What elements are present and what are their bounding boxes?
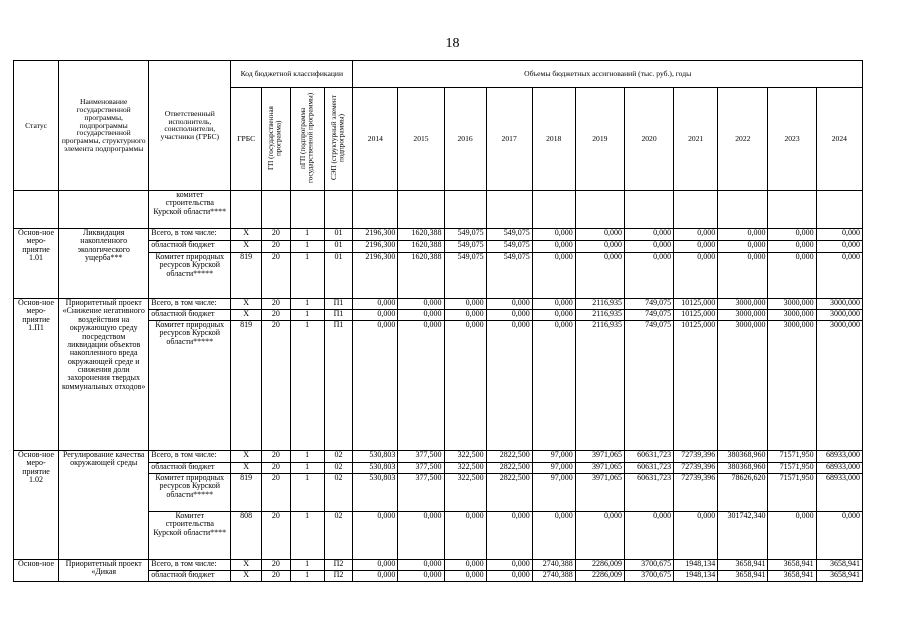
value-cell: 71571,950 [768,473,816,511]
value-cell: 1620,388 [398,228,444,240]
pgp-cell: 1 [290,252,324,298]
value-cell: 0,000 [816,240,862,252]
continuation-row [14,190,863,228]
value-cell: 0,000 [718,228,768,240]
executor-cell: Всего, в том числе: [149,559,231,570]
value-cell: 0,000 [353,559,398,570]
value-cell: 0,000 [718,252,768,298]
value-cell: 60631,723 [624,473,673,511]
value-cell: 0,000 [353,298,398,309]
value-cell: 0,000 [816,252,862,298]
value-cell: 2822,500 [486,462,532,473]
value-cell: 530,803 [353,462,398,473]
value-cell: 3971,065 [575,462,624,473]
value-cell: 0,000 [444,309,486,320]
header-status: Статус [14,61,59,191]
header-year: 2016 [444,88,486,191]
header-year: 2018 [532,88,575,191]
executor-cell: Комитет строительства Курской области**** [149,511,231,559]
value-cell: 1620,388 [398,252,444,298]
value-cell: 0,000 [398,511,444,559]
value-cell: 0,000 [816,228,862,240]
pgp-cell: 1 [290,450,324,462]
pgp-cell: 1 [290,298,324,309]
value-cell: 380368,960 [718,462,768,473]
table-row [14,450,863,462]
pgp-cell: 1 [290,320,324,450]
value-cell: 1948,134 [674,570,718,581]
value-cell: 3700,675 [624,570,673,581]
value-cell: 68933,000 [816,450,862,462]
gp-cell: 20 [262,309,291,320]
pgp-cell: 1 [290,228,324,240]
value-cell: 0,000 [532,298,575,309]
executor-cell: областной бюджет [149,570,231,581]
value-cell: 1948,134 [674,559,718,570]
value-cell: 549,075 [444,228,486,240]
value-cell: 0,000 [532,228,575,240]
value-cell: 0,000 [398,309,444,320]
value-cell: 377,500 [398,473,444,511]
value-cell: 97,000 [532,473,575,511]
value-cell: 0,000 [353,320,398,450]
table-row [14,228,863,240]
sep-cell: 02 [324,511,353,559]
value-cell: 380368,960 [718,450,768,462]
value-cell: 377,500 [398,450,444,462]
value-cell: 0,000 [444,570,486,581]
value-cell: 3658,941 [816,559,862,570]
executor-cell: областной бюджет [149,240,231,252]
pgp-cell: 1 [290,570,324,581]
header-sep: СЭП (структурный элемент подпрограммы) [324,88,353,191]
value-cell: 0,000 [575,252,624,298]
gp-cell: 20 [262,462,291,473]
value-cell: 0,000 [398,559,444,570]
header-bcc: Код бюджетной классификации [231,61,353,88]
sep-cell: П2 [324,570,353,581]
sep-cell: 01 [324,240,353,252]
value-cell: 72739,396 [674,462,718,473]
sep-cell: 02 [324,473,353,511]
value-cell: 0,000 [532,511,575,559]
header-volume: Объемы бюджетных ассигнований (тыс. руб.), годы [353,61,863,88]
sep-cell: 01 [324,228,353,240]
value-cell: 549,075 [486,228,532,240]
pgp-cell: 1 [290,559,324,570]
value-cell: 3658,941 [768,570,816,581]
event-name-cell: Ликвидация накопленного экологического ущерба*** [59,228,149,298]
gp-cell: 20 [262,570,291,581]
value-cell: 549,075 [444,240,486,252]
value-cell: 2196,300 [353,252,398,298]
grbs-cell: X [231,240,262,252]
status-cell: Основ-ное меро-приятие 1.01 [14,228,59,298]
header-grbs: ГРБС [231,88,262,191]
value-cell: 0,000 [486,320,532,450]
value-cell: 60631,723 [624,462,673,473]
value-cell: 0,000 [768,228,816,240]
value-cell: 2286,009 [575,570,624,581]
gp-cell: 20 [262,252,291,298]
value-cell: 0,000 [816,511,862,559]
gp-cell: 20 [262,228,291,240]
grbs-cell: 819 [231,252,262,298]
status-cell: Основ-ное меро-приятие 1.П1 [14,298,59,450]
value-cell: 72739,396 [674,450,718,462]
value-cell: 0,000 [532,240,575,252]
header-year: 2015 [398,88,444,191]
table-row [14,559,863,570]
value-cell: 2822,500 [486,473,532,511]
value-cell: 0,000 [444,511,486,559]
value-cell: 0,000 [398,298,444,309]
value-cell: 0,000 [624,252,673,298]
pgp-cell: 1 [290,473,324,511]
value-cell: 97,000 [532,450,575,462]
header-executor: Ответственный исполнитель, соисполнители, участники (ГРБС) [149,61,231,191]
gp-cell: 20 [262,240,291,252]
status-cell: Основ-ное [14,559,59,581]
grbs-cell: 819 [231,320,262,450]
value-cell: 3000,000 [768,309,816,320]
value-cell: 3000,000 [816,320,862,450]
value-cell: 3658,941 [718,570,768,581]
value-cell: 0,000 [398,570,444,581]
sep-cell: 02 [324,462,353,473]
gp-cell: 20 [262,320,291,450]
value-cell: 3658,941 [768,559,816,570]
grbs-cell: X [231,462,262,473]
value-cell: 0,000 [353,511,398,559]
header-year: 2017 [486,88,532,191]
value-cell: 0,000 [768,252,816,298]
value-cell: 301742,340 [718,511,768,559]
value-cell: 10125,000 [674,320,718,450]
value-cell: 0,000 [353,309,398,320]
pgp-cell: 1 [290,240,324,252]
value-cell: 749,075 [624,309,673,320]
table-body [14,190,863,581]
value-cell: 2822,500 [486,450,532,462]
grbs-cell: X [231,559,262,570]
value-cell: 3971,065 [575,450,624,462]
value-cell: 2116,935 [575,298,624,309]
value-cell: 0,000 [486,559,532,570]
executor-cell: областной бюджет [149,309,231,320]
header-year: 2014 [353,88,398,191]
value-cell: 0,000 [674,240,718,252]
value-cell: 749,075 [624,298,673,309]
value-cell: 3000,000 [718,309,768,320]
value-cell: 0,000 [532,252,575,298]
value-cell: 322,500 [444,450,486,462]
value-cell: 322,500 [444,462,486,473]
value-cell: 0,000 [532,309,575,320]
value-cell: 3658,941 [816,570,862,581]
value-cell: 3000,000 [768,320,816,450]
table-row [14,298,863,309]
gp-cell: 20 [262,511,291,559]
value-cell: 71571,950 [768,450,816,462]
value-cell: 0,000 [486,298,532,309]
status-cell: Основ-ное меро-приятие 1.02 [14,450,59,559]
value-cell: 0,000 [718,240,768,252]
budget-table [13,60,863,582]
value-cell: 10125,000 [674,309,718,320]
value-cell: 377,500 [398,462,444,473]
header-year: 2020 [624,88,673,191]
value-cell: 3700,675 [624,559,673,570]
pgp-cell: 1 [290,462,324,473]
value-cell: 0,000 [674,228,718,240]
value-cell: 2116,935 [575,320,624,450]
gp-cell: 20 [262,450,291,462]
event-name-cell: Приоритетный проект «Дикая [59,559,149,581]
value-cell: 749,075 [624,320,673,450]
value-cell: 1620,388 [398,240,444,252]
header-gp: ГП (государственная программа) [262,88,291,191]
executor-cell: Комитет природных ресурсов Курской области***** [149,473,231,511]
value-cell: 72739,396 [674,473,718,511]
executor-cell: Всего, в том числе: [149,450,231,462]
value-cell: 0,000 [486,570,532,581]
header-year: 2021 [674,88,718,191]
value-cell: 2740,388 [532,559,575,570]
page-number: 18 [445,36,460,51]
value-cell: 0,000 [624,240,673,252]
value-cell: 3000,000 [768,298,816,309]
value-cell: 0,000 [444,298,486,309]
executor-cell: Всего, в том числе: [149,228,231,240]
value-cell: 2740,388 [532,570,575,581]
grbs-cell: X [231,298,262,309]
header-pgp: пГП (подпрограмма государственной программы) [290,88,324,191]
value-cell: 0,000 [674,511,718,559]
header-name: Наименование государственной программы, подпрограммы государственной программы, структурного элемента подпрограммы [59,61,149,191]
sep-cell: 02 [324,450,353,462]
grbs-cell: X [231,570,262,581]
sep-cell: П1 [324,298,353,309]
value-cell: 549,075 [444,252,486,298]
value-cell: 0,000 [444,559,486,570]
value-cell: 530,803 [353,450,398,462]
value-cell: 10125,000 [674,298,718,309]
value-cell: 0,000 [486,511,532,559]
value-cell: 3000,000 [718,320,768,450]
value-cell: 0,000 [486,309,532,320]
grbs-cell: 808 [231,511,262,559]
sep-cell: П2 [324,559,353,570]
value-cell: 2286,009 [575,559,624,570]
grbs-cell: X [231,309,262,320]
value-cell: 3971,065 [575,473,624,511]
executor-cell: областной бюджет [149,462,231,473]
sep-cell: 01 [324,252,353,298]
value-cell: 549,075 [486,252,532,298]
value-cell: 3000,000 [816,309,862,320]
value-cell: 3000,000 [718,298,768,309]
value-cell: 0,000 [575,240,624,252]
value-cell: 530,803 [353,473,398,511]
value-cell: 0,000 [768,240,816,252]
header-year: 2019 [575,88,624,191]
value-cell: 549,075 [486,240,532,252]
value-cell: 0,000 [624,511,673,559]
value-cell: 68933,000 [816,462,862,473]
header-year: 2023 [768,88,816,191]
gp-cell: 20 [262,298,291,309]
value-cell: 3000,000 [816,298,862,309]
header-year: 2024 [816,88,862,191]
grbs-cell: 819 [231,473,262,511]
value-cell: 0,000 [444,320,486,450]
gp-cell: 20 [262,559,291,570]
executor-cell: Всего, в том числе: [149,298,231,309]
value-cell: 2196,300 [353,240,398,252]
event-name-cell: Регулирование качества окружающей среды [59,450,149,559]
value-cell: 0,000 [624,228,673,240]
value-cell: 0,000 [575,511,624,559]
gp-cell: 20 [262,473,291,511]
grbs-cell: X [231,450,262,462]
value-cell: 0,000 [674,252,718,298]
event-name-cell: Приоритетный проект «Снижение негативного воздействия на окружающую среду посредством ликвидации объектов накопленного вреда окружающей среде и снижения доли захоронения твердых коммунальных отходов» [59,298,149,450]
pgp-cell: 1 [290,511,324,559]
value-cell: 0,000 [353,570,398,581]
value-cell: 71571,950 [768,462,816,473]
value-cell: 0,000 [768,511,816,559]
value-cell: 68933,000 [816,473,862,511]
header-year: 2022 [718,88,768,191]
sep-cell: П1 [324,320,353,450]
value-cell: 2116,935 [575,309,624,320]
value-cell: 60631,723 [624,450,673,462]
executor-cell: Комитет природных ресурсов Курской области***** [149,252,231,298]
value-cell: 0,000 [398,320,444,450]
sep-cell: П1 [324,309,353,320]
grbs-cell: X [231,228,262,240]
value-cell: 0,000 [575,228,624,240]
executor-cell: Комитет природных ресурсов Курской области***** [149,320,231,450]
pgp-cell: 1 [290,309,324,320]
value-cell: 78626,620 [718,473,768,511]
value-cell: 322,500 [444,473,486,511]
continuation-executor: комитет строительства Курской области**** [149,190,231,228]
value-cell: 3658,941 [718,559,768,570]
value-cell: 97,000 [532,462,575,473]
value-cell: 2196,300 [353,228,398,240]
value-cell: 0,000 [532,320,575,450]
